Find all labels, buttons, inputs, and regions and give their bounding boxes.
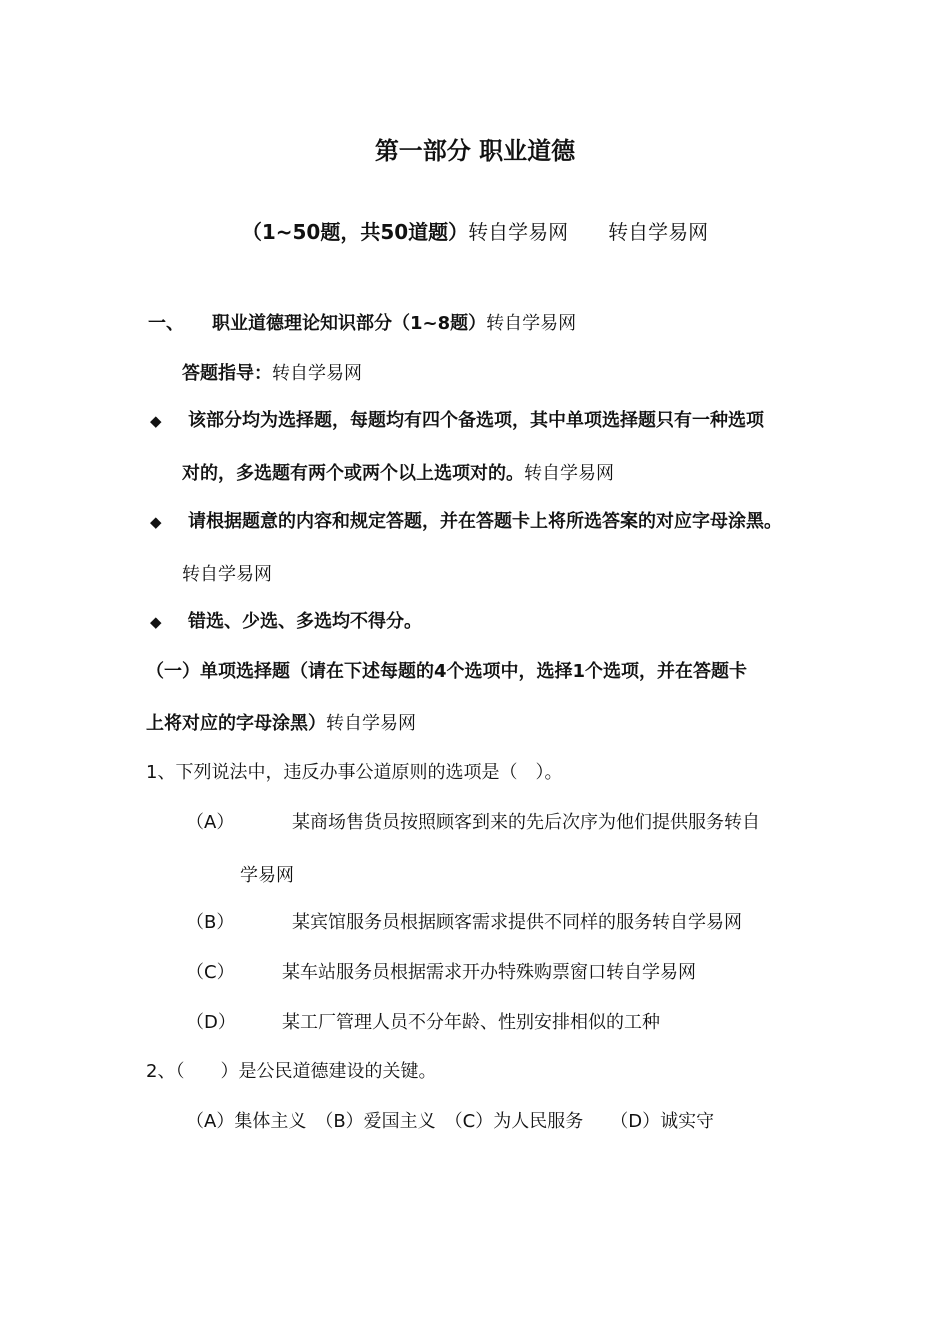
- bullet-icon: ◆: [150, 412, 162, 430]
- section-heading-rest: 转自学易网: [486, 313, 577, 334]
- option-text-d: 某工厂管理人员不分年龄、性别安排相似的工种: [282, 1012, 660, 1033]
- guide-rest: 转自学易网: [272, 363, 362, 384]
- guide-line: [182, 362, 362, 386]
- option-text-b: 某宾馆服务员根据顾客需求提供不同样的服务转自学易网: [292, 912, 742, 933]
- bullet-3-line-1: 错选、少选、多选均不得分。: [188, 611, 422, 632]
- section-heading: [212, 312, 576, 336]
- option-text-a-cont: 学易网: [240, 865, 294, 886]
- part1-heading-line-2: [146, 712, 416, 736]
- option-label-b: （B）: [186, 912, 235, 933]
- guide-label: 答题指导：: [182, 363, 272, 384]
- option-text-c: 某车站服务员根据需求开办特殊购票窗口转自学易网: [282, 962, 696, 983]
- bullet-icon: ◆: [150, 613, 162, 631]
- bullet-icon: ◆: [150, 513, 162, 531]
- part1-heading-rest: 转自学易网: [326, 713, 416, 734]
- option-label-d: （D）: [186, 1012, 236, 1033]
- part1-heading-bold: 上将对应的字母涂黑）: [146, 713, 326, 734]
- section-number: 一、: [148, 313, 184, 334]
- question-2-stem: 2、（ ）是公民道德建设的关键。: [146, 1061, 437, 1082]
- bullet-2-line-1: 请根据题意的内容和规定答题，并在答题卡上将所选答案的对应字母涂黑。: [188, 511, 782, 532]
- subtitle-bold: （1~50题，共50道题）: [241, 220, 469, 244]
- option-label-c: （C）: [186, 962, 235, 983]
- question-2-options: （A）集体主义 （B）爱国主义 （C）为人民服务 （D）诚实守: [186, 1111, 715, 1132]
- page-title: 第一部分 职业道德: [374, 137, 576, 165]
- bullet-1-line-2: [182, 462, 614, 486]
- question-1-stem: 1、下列说法中，违反办事公道原则的选项是（ ）。: [146, 762, 563, 783]
- part1-heading-line-1: （一）单项选择题（请在下述每题的4个选项中，选择1个选项，并在答题卡: [146, 661, 748, 682]
- bullet-1-line-1: 该部分均为选择题，每题均有四个备选项，其中单项选择题只有一种选项: [188, 410, 764, 431]
- subtitle-rest: 转自学易网 转自学易网: [468, 220, 709, 244]
- option-text-a: 某商场售货员按照顾客到来的先后次序为他们提供服务转自: [292, 812, 760, 833]
- bullet-2-line-2: 转自学易网: [182, 564, 272, 585]
- page-subtitle: [0, 219, 950, 245]
- section-heading-bold: 职业道德理论知识部分（1~8题）: [212, 313, 487, 334]
- bullet-1-line-2-bold: 对的，多选题有两个或两个以上选项对的。: [182, 463, 524, 484]
- option-label-a: （A）: [186, 812, 235, 833]
- bullet-1-line-2-rest: 转自学易网: [524, 463, 614, 484]
